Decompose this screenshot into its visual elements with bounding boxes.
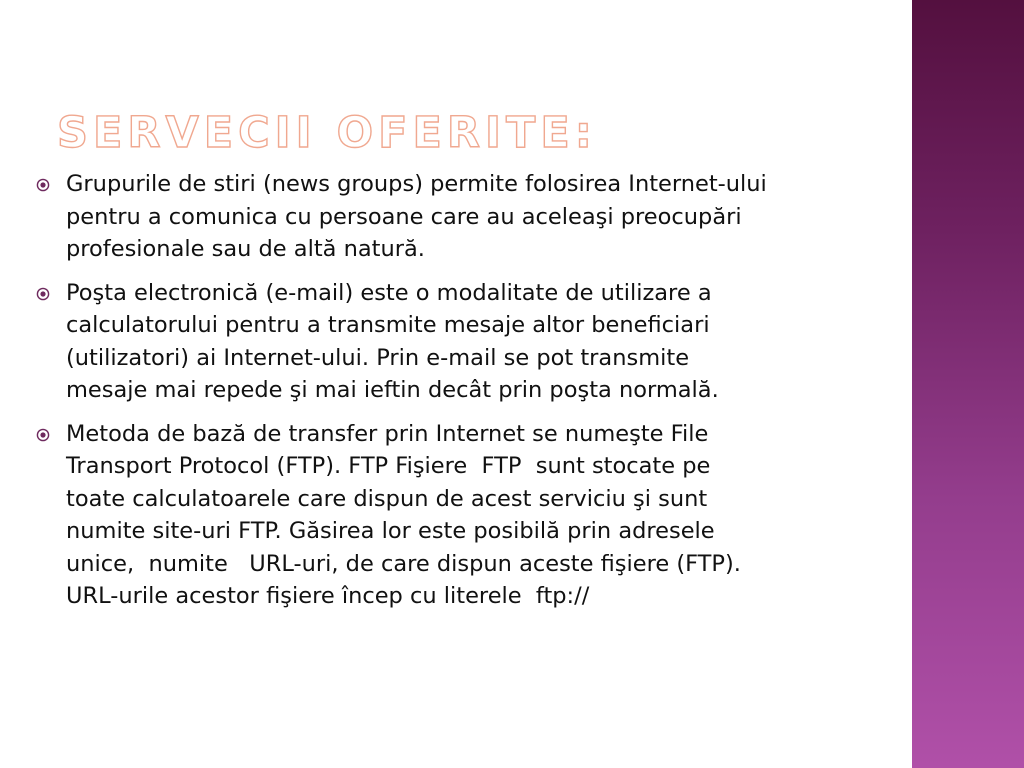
bullet-line: numite site-uri FTP. Găsirea lor este posibilă prin adresele — [66, 518, 715, 544]
bullet-line: unice, numite URL-uri, de care dispun aceste fişiere (FTP). — [66, 550, 741, 577]
bullet-list — [0, 168, 1024, 624]
circled-dot-icon — [36, 178, 50, 192]
bullet-line: calculatorului pentru a transmite mesaje altor beneficiari — [66, 312, 710, 338]
bullet-line: pentru a comunica cu persoane care au aceleaşi preocupări — [66, 203, 742, 230]
bullet-line: Metoda de bază de transfer prin Internet se numeşte File — [66, 420, 709, 447]
bullet-line: Poşta electronică (e-mail) este o modalitate de utilizare a — [66, 279, 712, 306]
bullet-item — [0, 168, 1024, 266]
bullet-line: (utilizatori) ai Internet-ului. Prin e-mail se pot transmite — [66, 344, 690, 371]
slide-title: SERVECII OFERITE: — [57, 108, 597, 158]
bullet-line: Transport Protocol (FTP). FTP Fişiere FTP sunt stocate pe — [66, 453, 711, 479]
circled-dot-icon — [36, 287, 50, 301]
bullet-line: URL-urile acestor fişiere încep cu literele ftp:// — [66, 583, 590, 609]
bullet-line: profesionale sau de altă natură. — [66, 236, 425, 262]
bullet-line: Grupurile de stiri (news groups) permite folosirea Internet-ului — [66, 171, 767, 197]
bullet-line: toate calculatoarele care dispun de acest serviciu şi sunt — [66, 485, 708, 512]
circled-dot-icon — [36, 428, 50, 442]
bullet-item — [0, 277, 1024, 407]
bullet-line: mesaje mai repede şi mai ieftin decât prin poşta normală. — [66, 377, 719, 403]
bullet-item — [0, 418, 1024, 613]
